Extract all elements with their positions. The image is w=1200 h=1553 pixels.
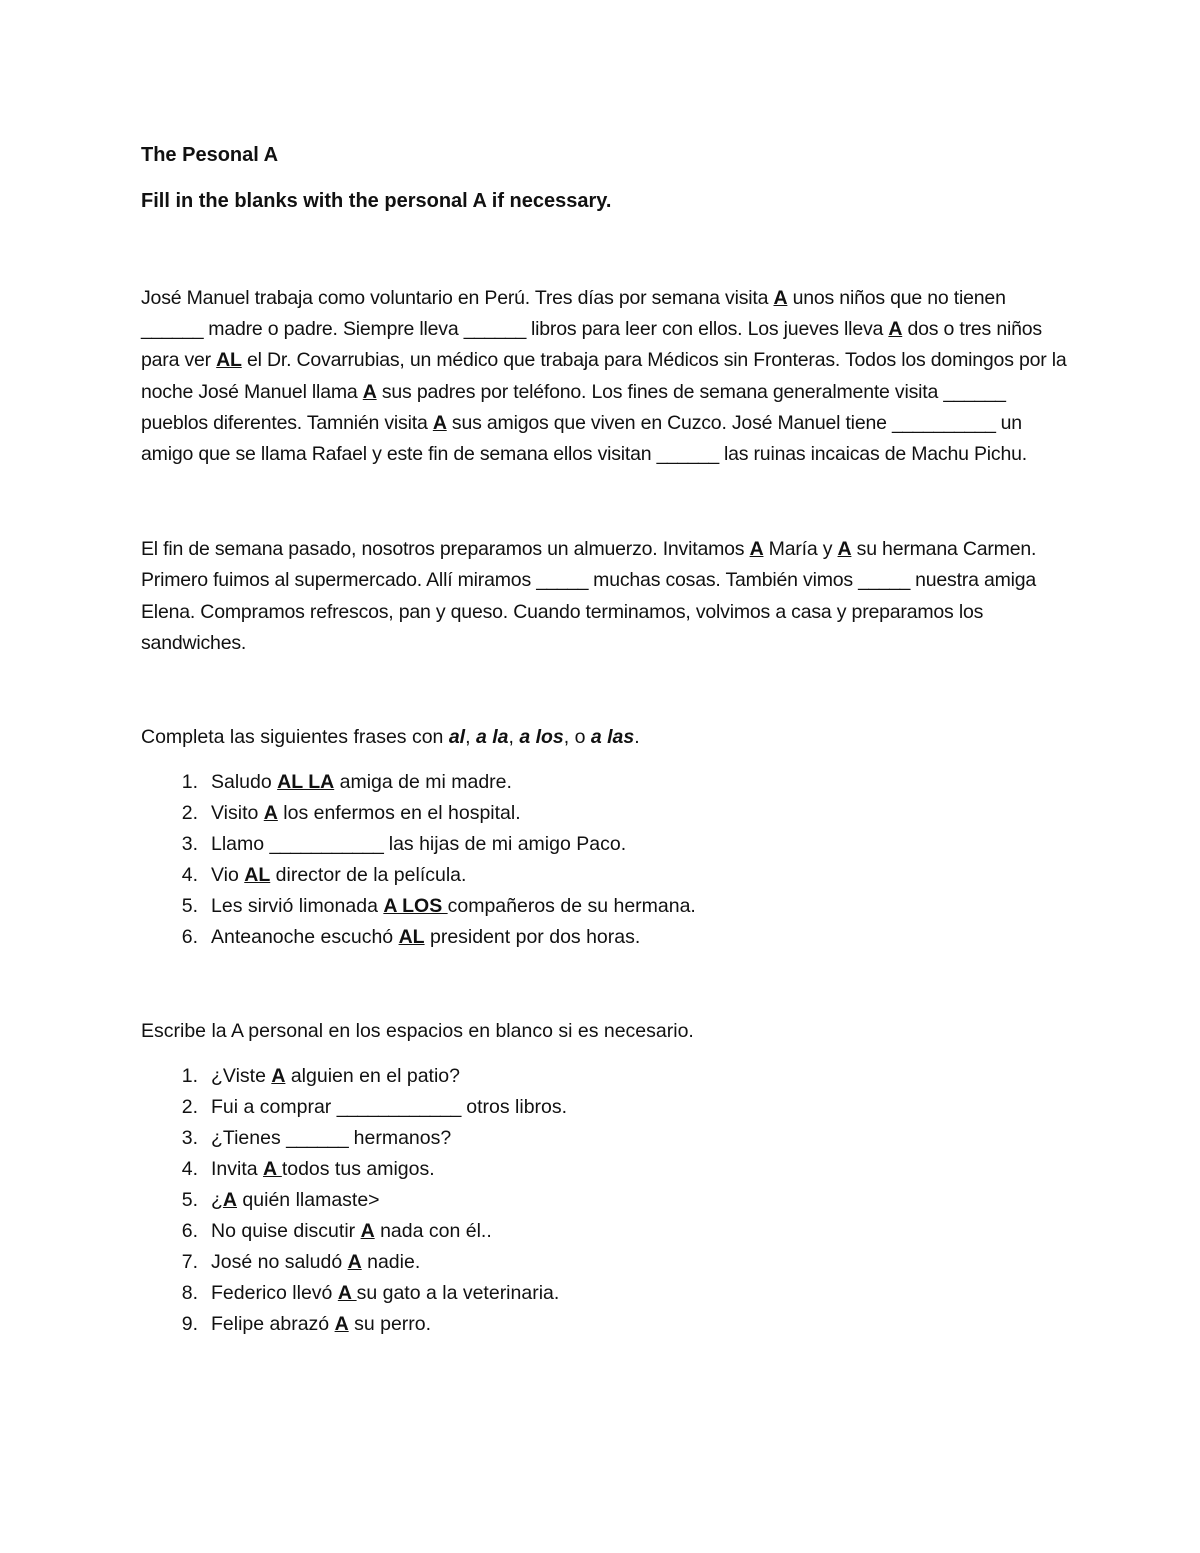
option-term: a las	[590, 726, 635, 749]
list-number: 5.	[181, 895, 198, 918]
text-run: amiga de mi madre.	[334, 771, 512, 794]
text-run: alguien en el patio?	[285, 1065, 460, 1088]
list-number: 2.	[181, 1096, 198, 1119]
document-page	[141, 141, 1071, 1340]
text-run: unos niños que no tienen	[787, 287, 1006, 309]
text-run: quién llamaste>	[237, 1189, 380, 1212]
text-run: ¿Tienes	[211, 1127, 287, 1150]
answer-fill: A	[347, 1251, 362, 1274]
list-item	[141, 829, 1071, 860]
list-item	[141, 1185, 1071, 1216]
answer-fill: A	[362, 380, 377, 403]
document-subtitle: Fill in the blanks with the personal A if necessary.	[141, 190, 612, 212]
text-run: Completa las siguientes frases con	[141, 726, 449, 749]
text-run: su hermana Carmen. Primero fuimos al supermercado. Allí miramos	[141, 538, 1037, 592]
list-item	[141, 1278, 1071, 1309]
text-run: hermanos?	[348, 1127, 452, 1150]
answer-fill: A LOS	[383, 895, 448, 918]
section2-list	[141, 767, 1071, 953]
text-run: nadie.	[361, 1251, 421, 1274]
text-run: ¿	[211, 1189, 223, 1212]
answer-fill: A	[271, 1065, 286, 1088]
list-number: 9.	[181, 1313, 198, 1336]
text-run: El fin de semana pasado, nosotros preparamos un almuerzo. Invitamos	[141, 538, 750, 561]
answer-fill: AL	[216, 349, 242, 372]
text-run: Felipe abrazó	[211, 1313, 335, 1336]
blank-line: _____	[536, 569, 588, 592]
answer-fill: A	[360, 1220, 375, 1243]
text-run: los enfermos en el hospital.	[277, 802, 521, 825]
answer-fill: AL	[244, 864, 271, 887]
text-run: José Manuel trabaja como voluntario en Perú. Tres días por semana visita	[141, 287, 774, 309]
text-run: No quise discutir	[211, 1220, 361, 1243]
answer-fill: A	[263, 1158, 282, 1181]
text-run: Llamo	[211, 833, 270, 856]
answer-fill: A	[337, 1282, 357, 1305]
blank-line: ______	[141, 318, 204, 341]
text-run: Federico llevó	[211, 1282, 338, 1305]
paragraph-almuerzo	[141, 534, 1071, 659]
section3-list	[141, 1061, 1071, 1340]
text-run: director de la película.	[270, 864, 467, 887]
text-run: Vio	[211, 864, 245, 887]
text-run: Fui a comprar	[211, 1096, 337, 1119]
list-item	[141, 798, 1071, 829]
answer-fill: A	[334, 1313, 349, 1336]
blank-line: ____________	[336, 1096, 461, 1119]
text-run: madre o padre. Siempre lleva	[203, 318, 464, 341]
text-run: ¿Viste	[211, 1065, 272, 1088]
answer-fill: A	[837, 538, 852, 561]
list-number: 2.	[181, 802, 198, 825]
list-number: 3.	[181, 1127, 198, 1150]
text-run: Visito	[211, 802, 264, 825]
list-item	[141, 1216, 1071, 1247]
section3-instruction	[141, 1017, 1071, 1045]
text-run: su perro.	[348, 1313, 432, 1336]
list-item	[141, 1092, 1071, 1123]
text-run: compañeros de su hermana.	[447, 895, 696, 918]
answer-fill: A	[773, 287, 788, 309]
list-item	[141, 1061, 1071, 1092]
option-term: a los	[519, 726, 564, 749]
text-run: Les sirvió limonada	[211, 895, 384, 918]
text-run: sus amigos que viven en Cuzco. José Manuel tiene	[446, 411, 892, 434]
list-item	[141, 767, 1071, 798]
text-run: ,	[465, 726, 476, 749]
list-item	[141, 891, 1071, 922]
text-run: Anteanoche escuchó	[211, 926, 399, 949]
text-run: un amigo que se llama Rafael y este fin de semana ellos visitan	[141, 411, 1022, 466]
blank-line: __________	[891, 411, 996, 434]
text-run: todos tus amigos.	[281, 1158, 435, 1181]
answer-fill: A	[749, 538, 764, 561]
list-number: 1.	[181, 771, 198, 794]
text-run: nuestra amiga Elena. Compramos refrescos, pan y queso. Cuando terminamos, volvimos a casa y preparamos los sandwiches.	[141, 569, 1037, 654]
answer-fill: AL LA	[277, 771, 335, 794]
list-number: 7.	[181, 1251, 198, 1274]
list-number: 6.	[181, 926, 198, 949]
option-term: a la	[475, 726, 509, 749]
list-item	[141, 1154, 1071, 1185]
answer-fill: A	[222, 1189, 238, 1212]
text-run: las ruinas incaicas de Machu Pichu.	[718, 443, 1027, 466]
blank-line: ______	[656, 443, 719, 466]
text-run: su gato a la veterinaria.	[356, 1282, 560, 1305]
answer-fill: A	[432, 411, 447, 434]
list-number: 1.	[181, 1065, 198, 1088]
text-run: Saludo	[211, 771, 278, 794]
section2-instruction	[141, 723, 1071, 751]
document-title: The Pesonal A	[141, 144, 279, 166]
text-run: Invita	[211, 1158, 264, 1181]
list-number: 3.	[181, 833, 198, 856]
answer-fill: A	[888, 318, 903, 341]
list-number: 4.	[181, 864, 198, 887]
text-run: sus padres por teléfono. Los fines de semana generalmente visita	[376, 380, 944, 403]
blank-line: ______	[463, 318, 526, 341]
text-run: president por dos horas.	[424, 926, 641, 949]
text-run: libros para leer con ellos. Los jueves lleva	[525, 318, 889, 341]
list-item	[141, 860, 1071, 891]
text-run: .	[634, 726, 640, 749]
answer-fill: AL	[398, 926, 425, 949]
text-run: las hijas de mi amigo Paco.	[383, 833, 627, 856]
text-run: José no saludó	[211, 1251, 348, 1274]
blank-line: ___________	[269, 833, 384, 856]
text-run: Escribe la A personal en los espacios en blanco si es necesario.	[141, 1020, 694, 1043]
text-run: María y	[763, 538, 838, 561]
blank-line: _____	[858, 569, 910, 592]
list-item	[141, 1309, 1071, 1340]
blank-line: ______	[943, 380, 1006, 403]
list-number: 6.	[181, 1220, 198, 1243]
text-run: pueblos diferentes. Tamnién visita	[141, 411, 433, 434]
list-number: 4.	[181, 1158, 198, 1181]
text-run: otros libros.	[460, 1096, 568, 1119]
answer-fill: A	[263, 802, 278, 825]
text-run: dos o tres niños para ver	[141, 318, 1042, 372]
text-run: ,	[508, 726, 520, 749]
text-run: el Dr. Covarrubias, un médico que trabaja para Médicos sin Fronteras. Todos los domingos por la noche José Manuel llama	[141, 349, 1067, 403]
list-item	[141, 922, 1071, 953]
list-item	[141, 1247, 1071, 1278]
list-number: 8.	[181, 1282, 198, 1305]
text-run: nada con él..	[374, 1220, 492, 1243]
blank-line: ______	[286, 1127, 349, 1150]
text-run: , o	[563, 726, 591, 749]
text-run: muchas cosas. También vimos	[587, 569, 859, 592]
list-item	[141, 1123, 1071, 1154]
paragraph-jose-manuel	[141, 283, 1071, 470]
option-term: al	[448, 726, 466, 749]
list-number: 5.	[181, 1189, 198, 1212]
